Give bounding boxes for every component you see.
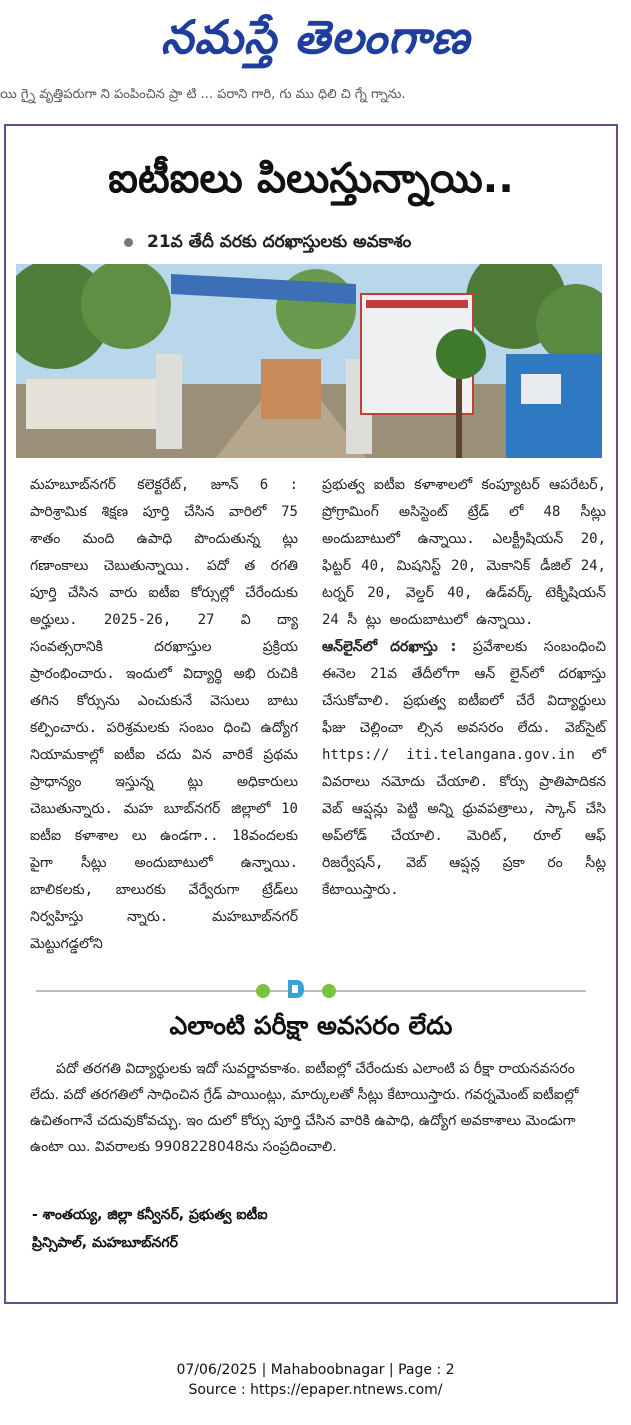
article-headline: ఐటీఐలు పిలుస్తున్నాయి.. [108, 154, 514, 202]
section-divider [36, 990, 586, 992]
article-column-right [322, 472, 606, 904]
footer-date-page: 07/06/2025 | Mahaboobnagar | Page : 2 [176, 1362, 455, 1378]
section-lead-in: ఆన్‌లైన్‌లో దరఖాస్తు : [322, 639, 457, 655]
iti-campus-gate-photo [16, 264, 602, 458]
divider-ornament-icon [322, 984, 336, 998]
article-paragraph: మహబూబ్‌నగర్ కలెక్టరేట్, జూన్ 6 : పారిశ్రామిక శిక్షణ పూర్తి చేసిన వారిలో 75 శాతం మంది ఉపాధి పొందుతున్న ట్లు గణాంకాలు చెబుతున్నాయి. పదో త రగతి పూర్తి చేసిన వారు ఐటీఐ కోర్సుల్లో చేరేందుకు అర్హులు. 2025-26, 27 వి ద్యా సంవత్సరానికి దరఖాస్తుల ప్రక్రియ ప్రారంభించారు. ఇందులో విద్యార్థి అభి రుచికి తగిన కోర్సును ఎంచుకునే వెసులు బాటు కల్పించారు. పరిశ్రమలకు సంబం ధించి ఉద్యోగ నియామకాల్లో ఐటీఐ చదు విన వారికే ప్రథమ ప్రాధాన్యం ఇస్తున్న ట్లు అధికారులు చెబుతున్నారు. మహ బూబ్‌నగర్ జిల్లాలో 10 ఐటీఐ కళాశాల లు ఉండగా.. 18వందలకు పైగా సీట్లు అందుబాటులో ఉన్నాయి. బాలికలకు, బాలురకు వేర్వేరుగా ట్రేడ్‌లు నిర్వహిస్తు న్నారు. మహబూబ్‌నగర్ మెట్టుగడ్డలోని [30, 477, 298, 952]
bullet-icon [124, 238, 133, 247]
page-footer [0, 1360, 631, 1400]
article-frame [4, 124, 618, 1304]
attribution-line: - శాంతయ్య, జిల్లా కన్వీనర్, ప్రభుత్వ ఐటీఐ [32, 1207, 268, 1223]
box-paragraph: పదో తరగతి విద్యార్థులకు ఇదో సువర్ణావకాశం. ఐటీఐల్లో చేరేందుకు ఎలాంటి ప రీక్షా రాయనవసరం లేదు. పదో తరగతిలో సాధించిన గ్రేడ్ పాయింట్లు, మార్కులతో సీట్లు కేటాయిస్తారు. గవర్నమెంట్ ఐటీఐల్లో ఉచితంగానే చదువుకోవచ్చు. ఇం దులో కోర్సు పూర్తి చేసిన వారికి ఉపాధి, ఉద్యోగ అవకాశాలు మెండుగా ఉంటా యి. వివరాలకు 9908228048ను సంప్రదించాలి. [30, 1061, 579, 1155]
box-headline: ఎలాంటి పరీక్షా అవసరం లేదు [169, 1011, 453, 1040]
article-photo [16, 264, 602, 458]
article-subhead-text: 21వ తేదీ వరకు దరఖాస్తులకు అవకాశం [147, 232, 412, 252]
article-paragraph-text: ప్రవేశాలకు సంబంధించి ఈనెల 21వ తేదీలోగా ఆన్ లైన్‌లో దరఖాస్తు చేసుకోవాలి. ప్రభుత్వ ఐటీఐలో చేరే విద్యార్థులు ఫీజు చెల్లించా ల్సిన అవసరం లేదు. వెబ్‌సైట్ https:// iti.telangana.gov.in లో వివరాలు నమోదు చేయాలి. కోర్సు ప్రాతిపాదికన వెబ్ ఆప్షన్లు పెట్టి అన్ని ధ్రువపత్రాలు, స్కాన్ చేసి అప్‌లోడ్ చేయాలి. మెరిట్, రూల్ ఆఫ్ రిజర్వేషన్, వెబ్ ఆప్షన్ల ప్రకా రం సీట్ల కేటాయిస్తారు. [322, 639, 607, 898]
quote-attribution [32, 1201, 268, 1257]
article-column-left [30, 472, 298, 958]
divider-ornament-icon [256, 984, 270, 998]
divider-logo-icon [284, 978, 306, 1000]
article-subhead [124, 232, 411, 256]
article-paragraph-online [322, 634, 606, 904]
article-paragraph: ప్రభుత్వ ఐటీఐ కళాశాలలో కంప్యూటర్ ఆపరేటర్, ప్రోగ్రామింగ్ అసిస్టెంట్ ట్రేడ్ లో 48 సీట్లు అందుబాటులో ఉన్నాయి. ఎలక్ట్రీషియన్ 20, ఫిట్టర్ 40, మిషనిస్ట్ 20, మెకానిక్ డీజిల్ 24, టర్నర్ 20, వెల్డర్ 40, ఉడ్‌వర్క్ టెక్నీషియన్ 24 సీ ట్లు అందుబాటులో ఉన్నాయి. [322, 477, 606, 628]
masthead-title: నమస్తే తెలంగాణ [160, 10, 471, 64]
footer-source: Source : https://epaper.ntnews.com/ [188, 1382, 443, 1398]
attribution-line: ప్రిన్సిపాల్, మహబూబ్‌నగర్ [32, 1235, 178, 1251]
masthead [0, 0, 631, 85]
previous-article-cutline: యి గ్నై వృత్తిపరుగా ని పంపించిన ప్రా టి ... పరాని గారి, గు ము ధిలి చి గ్నే గ్నాను. [0, 87, 406, 102]
box-body [30, 1056, 590, 1160]
